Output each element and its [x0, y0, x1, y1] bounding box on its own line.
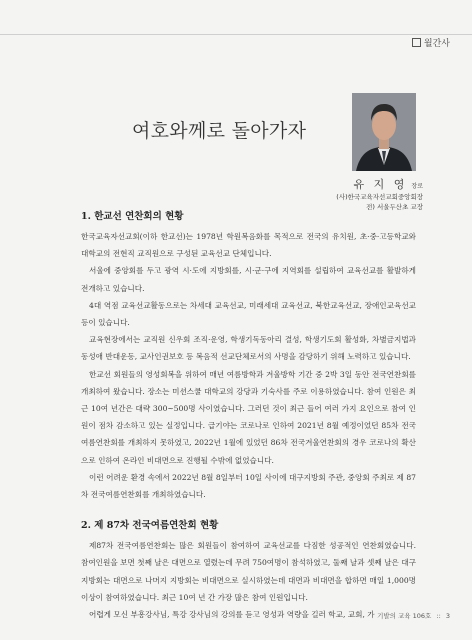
section-heading: 1. 한교선 연찬회의 현황 [81, 211, 184, 222]
author-photo [352, 93, 416, 171]
footer-magazine: 기발의 교육 [377, 612, 411, 620]
author-affiliation-2: 전) 서울두산초 교장 [366, 203, 423, 211]
paragraph: 한국교육자선교회(이하 한교선)는 1978년 학원복음화를 목적으로 전국의 유치원, 초·중·고등학교와 대학교의 전현직 교직원으로 구성된 교육선교 단체입니다. [81, 232, 416, 259]
author-name: 유 지 영 [353, 178, 408, 191]
page-footer [377, 611, 450, 620]
paragraph: 이런 어려운 환경 속에서 2022년 8월 8일부터 10일 사이에 대구지방회 주관, 중앙회 주최로 제 87차 전국여름연찬회를 개최하였습니다. [81, 472, 416, 500]
paragraph: 서울에 중앙회를 두고 광역 시·도에 지방회를, 시·군·구에 지역회를 설립하여 교육선교를 활발하게 전개하고 있습니다. [81, 266, 416, 293]
author-block [336, 173, 423, 212]
paragraph: 한교선 회원들의 영성회복을 위하여 매년 여름방학과 겨울방학 기간 중 2박 3일 동안 전국연찬회를 개최하여 왔습니다. 장소는 미션스쿨 대학교의 강당과 기숙사를 주로 이용하였습니다. 참여 인원은 최근 10여 년간은 대략 300~500명 사이였습니다. 그러던 것이 최근 들어 여러 가지 요인으로 참여 인원이 점차 감소하고 있는 실정입니다. 급기야는 코로나로 인하여 2021년 8월 예정이었던 85차 전국여름연찬회를 개최하지 못하였고, 2022년 1월에 있었던 86차 전국겨울연찬회의 경우 코로나의 확산으로 인하여 온라인 비대면으로 진행될 수밖에 없었습니다. [81, 369, 416, 465]
square-icon [412, 38, 421, 47]
paragraph: 어렵게 모신 부흥강사님, 특강 강사님의 강의를 듣고 영성과 역량을 길러 학교, 교회, 가 [89, 610, 375, 620]
author-affiliation-1: (사)한국교육자선교회중앙회장 [336, 193, 423, 201]
paragraph: 4대 역점 교육선교활동으로는 차세대 교육선교, 미래세대 교육선교, 북한교육선교, 장애인교육선교 등이 있습니다. [81, 300, 416, 328]
paragraph: 제87차 전국여름연찬회는 많은 회원들이 참여하여 교육선교를 다짐한 성공적인 연찬회였습니다. 참여인원을 보면 첫째 날은 대면으로 열렸는데 무려 750여명이 참석하였고, 둘째 날과 셋째 날은 대구지방회는 대면으로 나머지 지방회는 비대면으로 실시하였는데 대면과 비대면을 합하면 매일 1,000명 이상이 참여하였습니다. 최근 10여 년 간 가장 많은 참여 인원입니다. [81, 541, 416, 602]
footer-separator: :: [436, 612, 441, 620]
section-label: 월간사 [423, 39, 450, 49]
paragraph: 교육현장에서는 교직원 신우회 조직·운영, 학생기독동아리 결성, 학생기도회 활성화, 차별금지법과 동성애 반대운동, 교사인권보호 등 복음적 선교단체로서의 사명을 감당하기 위해 노력하고 있습니다. [81, 335, 416, 362]
section-tag [412, 36, 450, 49]
author-role: 장로 [411, 183, 423, 190]
article-body [81, 208, 416, 623]
footer-issue: 106호 [412, 612, 432, 620]
footer-page-number: 3 [445, 612, 450, 620]
section-heading: 2. 제 87차 전국여름연찬회 현황 [81, 520, 219, 532]
author-portrait-image [352, 93, 416, 171]
article-title: 여호와께로 돌아가자 [132, 120, 307, 142]
header-rule [0, 34, 472, 35]
